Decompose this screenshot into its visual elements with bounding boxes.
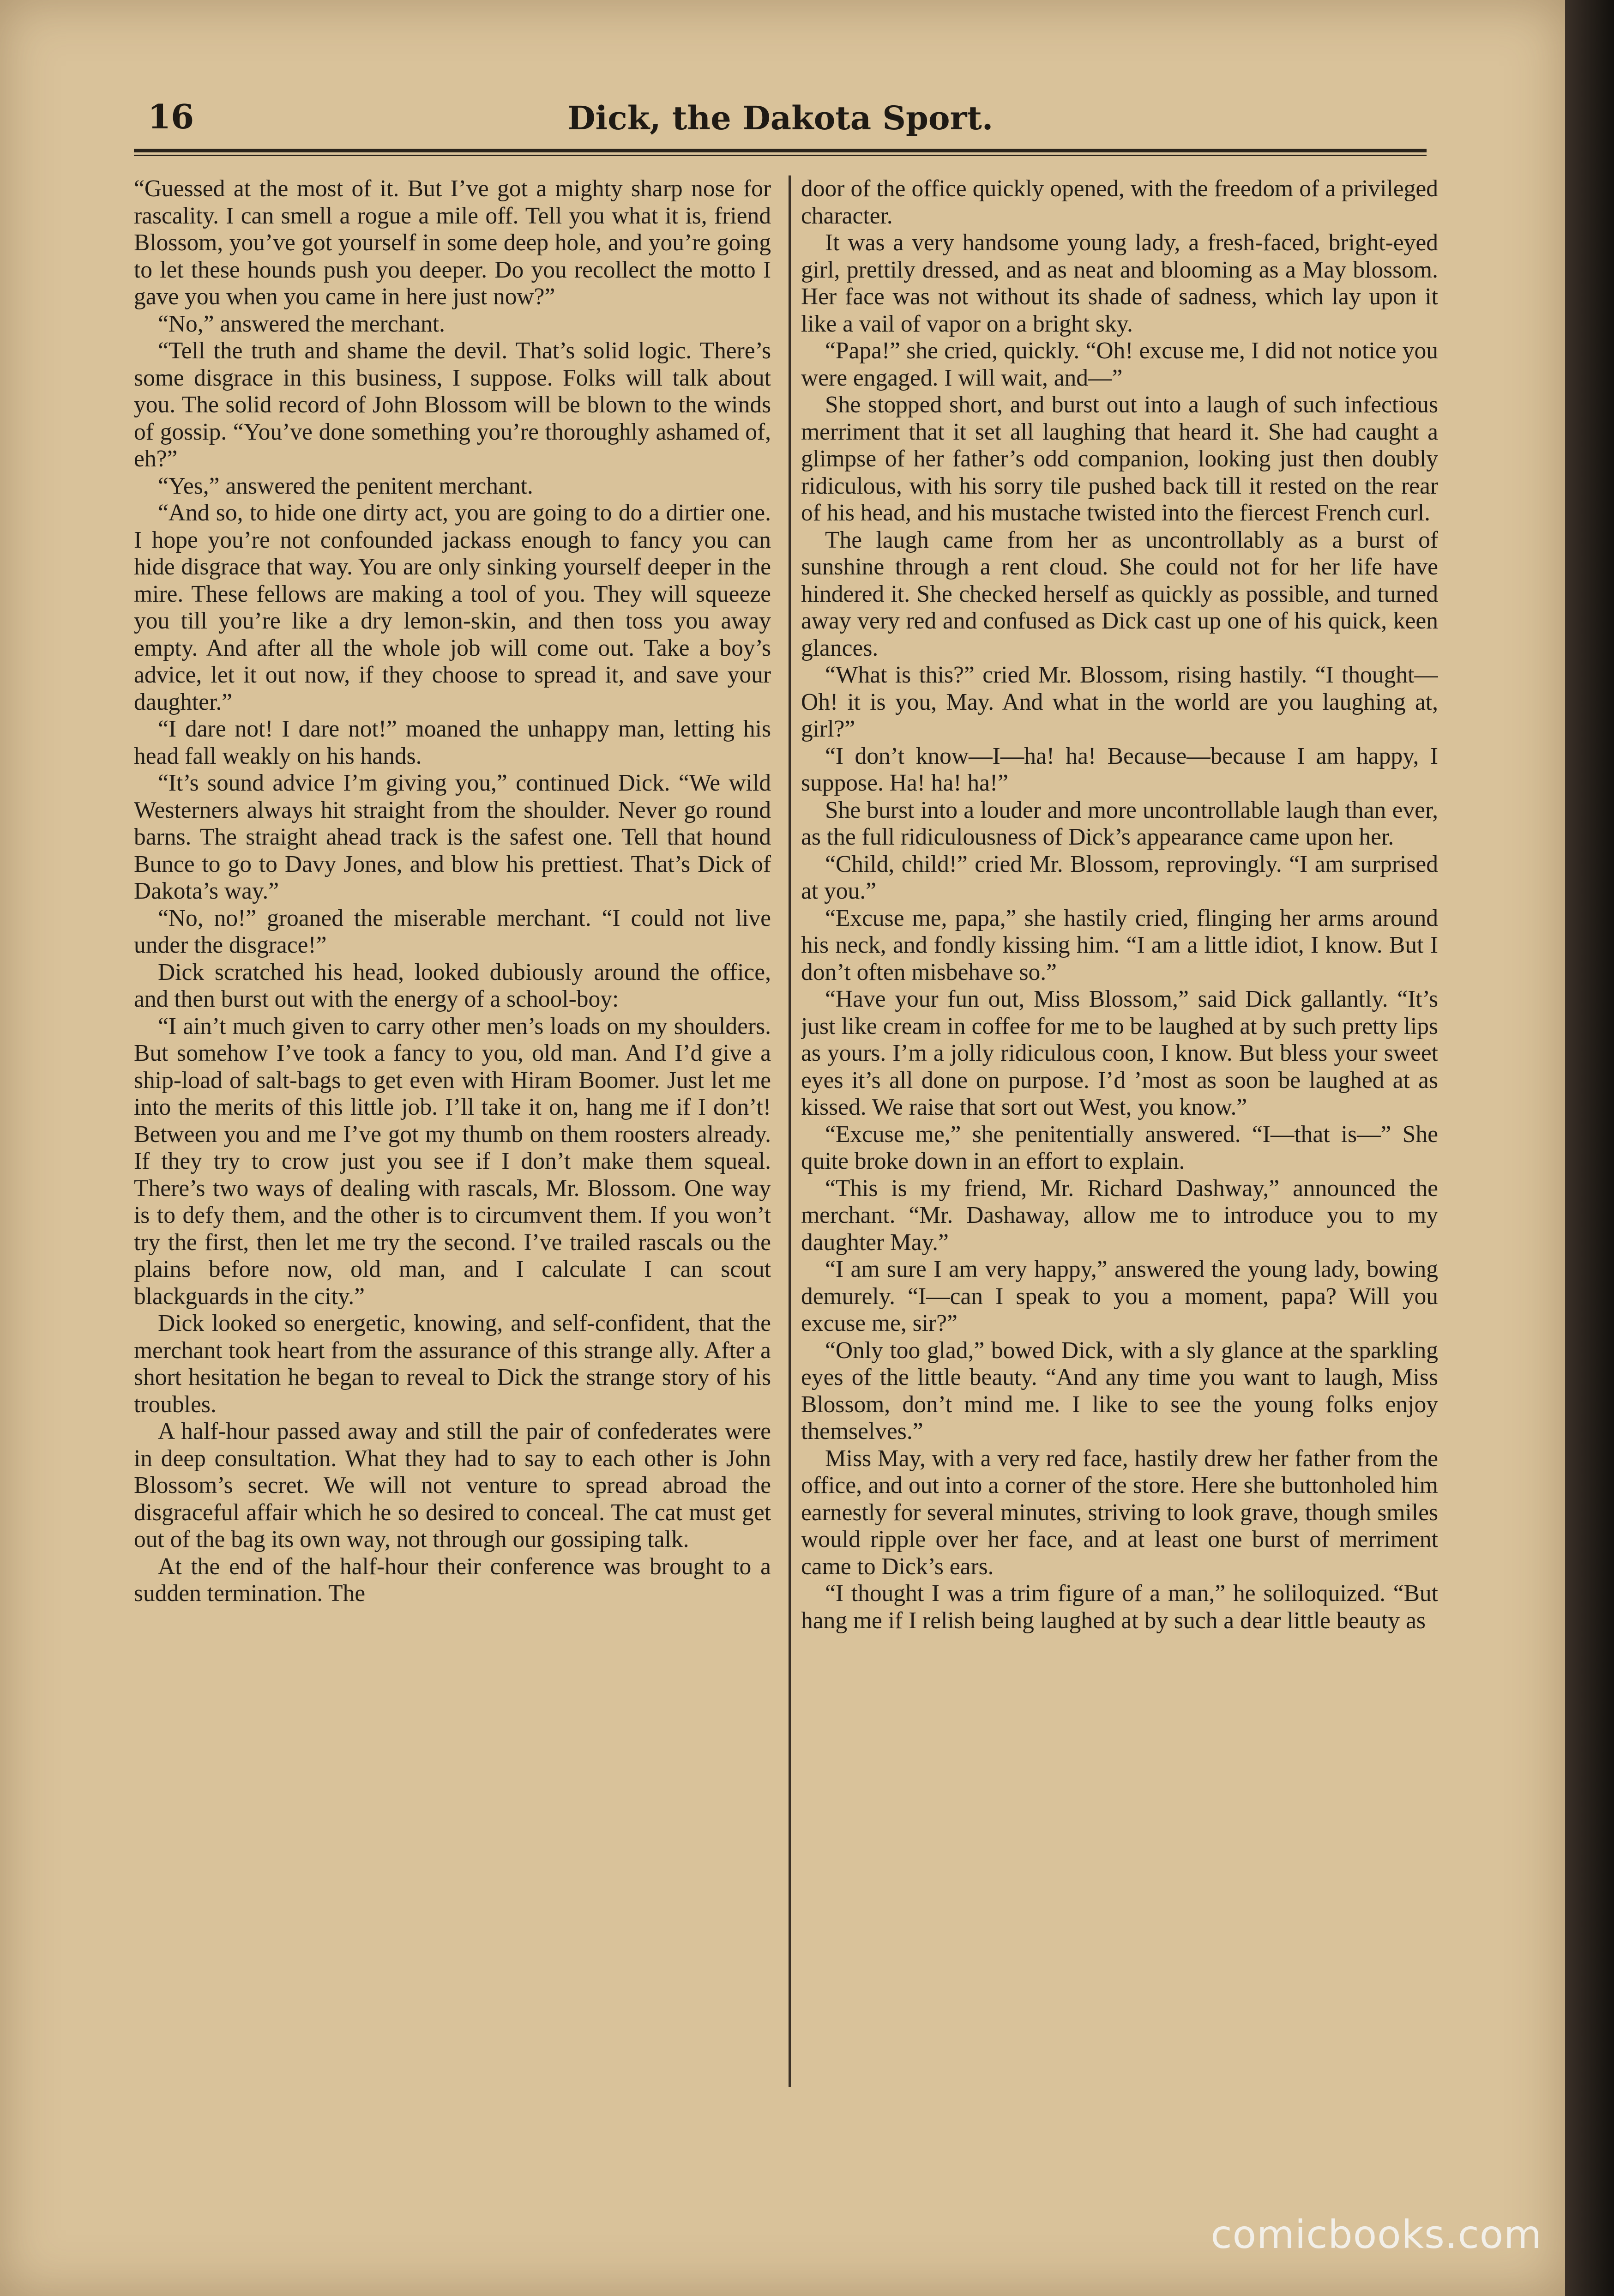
right-column: [801, 175, 1438, 2115]
page-number: 16: [148, 97, 194, 136]
paragraph: “I ain’t much given to carry other men’s loads on my shoulders. But somehow I’ve took a fancy to you, old man. And I’d give a ship-load of salt-bags to get even with Hiram Boomer. Just let me into the merits of this little job. I’ll take it on, hang me if I don’t! Between you and me I’ve got my thumb on them roosters already. If they try to crow just you see if I don’t make them squeal. There’s two ways of dealing with rascals, Mr. Blossom. One way is to defy them, and the other is to circumvent them. If you won’t try the first, then let me try the second. I’ve trailed rascals ou the plains before now, old man, and I calculate I can scout blackguards in the city.”: [134, 1013, 771, 1310]
paragraph: “No,” answered the merchant.: [158, 310, 445, 337]
paragraph: “I thought I was a trim figure of a man,” he soliloquized. “But hang me if I relish being laughed at by such a dear little beauty as: [801, 1580, 1438, 1634]
paragraph: “This is my friend, Mr. Richard Dashway,” announced the merchant. “Mr. Dashaway, allow me to introduce you to my daughter May.”: [801, 1175, 1438, 1256]
book-spine: [1565, 0, 1614, 2296]
left-column: [134, 175, 771, 2115]
paragraph: It was a very handsome young lady, a fresh-faced, bright-eyed girl, prettily dressed, and as neat and blooming as a May blossom. Her face was not without its shade of sadness, which lay upon it like a vail of vapor on a bright sky.: [801, 230, 1438, 337]
paragraph: “I don’t know—I—ha! ha! Because—because I am happy, I suppose. Ha! ha! ha!”: [801, 743, 1438, 796]
paragraph: A half-hour passed away and still the pair of confederates were in deep consultation. What they had to say to each other is John Blossom’s secret. We will not venture to spread abroad the disgraceful affair which he so desired to conceal. The cat must get out of the bag its own way, not through our gossiping talk.: [134, 1418, 771, 1553]
paragraph: “Yes,” answered the penitent merchant.: [158, 472, 533, 499]
header-rule: [134, 149, 1427, 156]
column-divider: [789, 175, 791, 2087]
paragraph: She stopped short, and burst out into a laugh of such infectious merriment that it set all laughing that heard it. She had caught a glimpse of her father’s odd companion, looking just then doubly ridiculous, with his sorry tile pushed back till it rested on the rear of his head, and his mustache twisted into the fiercest French curl.: [801, 392, 1438, 526]
paragraph: “Excuse me, papa,” she hastily cried, flinging her arms around his neck, and fondly kissing him. “I am a little idiot, I know. But I don’t often misbehave so.”: [801, 905, 1438, 985]
paragraph: “It’s sound advice I’m giving you,” continued Dick. “We wild Westerners always hit straight from the shoulder. Never go round barns. The straight ahead track is the safest one. Tell that hound Bunce to go to Davy Jones, and blow his prettiest. That’s Dick of Dakota’s way.”: [134, 770, 771, 904]
page-header: [125, 92, 1436, 148]
paragraph: Dick looked so energetic, knowing, and self-confident, that the merchant took heart from the assurance of this strange ally. After a short hesitation he began to reveal to Dick the strange story of his troubles.: [134, 1310, 771, 1418]
paragraph: “And so, to hide one dirty act, you are going to do a dirtier one. I hope you’re not confounded jackass enough to fancy you can hide disgrace that way. You are only sinking yourself deeper in the mire. These fellows are making a tool of you. They will squeeze you till you’re like a dry lemon-skin, and then toss you away empty. And after all the whole job will come out. Take a boy’s advice, let it out now, if they choose to spread it, and save your daughter.”: [134, 500, 771, 715]
paragraph: “Have your fun out, Miss Blossom,” said Dick gallantly. “It’s just like cream in coffee for me to be laughed at by such pretty lips as yours. I’m a jolly ridiculous coon, I know. But bless your sweet eyes it’s all done on purpose. I’d ’most as soon be laughed at as kissed. We raise that sort out West, you know.”: [801, 986, 1438, 1120]
paragraph: “Papa!” she cried, quickly. “Oh! excuse me, I did not notice you were engaged. I will wait, and—”: [801, 338, 1438, 391]
paragraph: “Child, child!” cried Mr. Blossom, reprovingly. “I am surprised at you.”: [801, 851, 1438, 904]
paragraph: The laugh came from her as uncontrollably as a burst of sunshine through a rent cloud. She could not for her life have hindered it. She checked herself as quickly as possible, and turned away very red and confused as Dick cast up one of his quick, keen glances.: [801, 526, 1438, 661]
paragraph: “I dare not! I dare not!” moaned the unhappy man, letting his head fall weakly on his hands.: [134, 716, 771, 769]
paragraph: Dick scratched his head, looked dubiously around the office, and then burst out with the energy of a school-boy:: [134, 959, 771, 1012]
paragraph: “Only too glad,” bowed Dick, with a sly glance at the sparkling eyes of the little beauty. “And any time you want to laugh, Miss Blossom, don’t mind me. I like to see the young folks enjoy themselves.”: [801, 1337, 1438, 1444]
running-title: Dick, the Dakota Sport.: [567, 99, 994, 137]
watermark-logo: comicbooks.com: [1210, 2212, 1542, 2257]
paragraph: Miss May, with a very red face, hastily drew her father from the office, and out into a corner of the store. Here she buttonholed him earnestly for several minutes, striving to look grave, though smiles would ripple over her face, and at least one burst of merriment came to Dick’s ears.: [801, 1445, 1438, 1580]
paragraph: door of the office quickly opened, with the freedom of a privileged character.: [801, 175, 1438, 229]
paragraph: At the end of the half-hour their conference was brought to a sudden termination. The: [134, 1553, 771, 1607]
paragraph: She burst into a louder and more uncontrollable laugh than ever, as the full ridiculousness of Dick’s appearance came upon her.: [801, 797, 1438, 850]
paragraph: “Tell the truth and shame the devil. That’s solid logic. There’s some disgrace in this business, I suppose. Folks will talk about you. The solid record of John Blossom will be blown to the winds of gossip. “You’ve done something you’re thoroughly ashamed of, eh?”: [134, 338, 771, 472]
paragraph: “Guessed at the most of it. But I’ve got a mighty sharp nose for rascality. I can smell a rogue a mile off. Tell you what it is, friend Blossom, you’ve got yourself in some deep hole, and you’re going to let these hounds push you deeper. Do you recollect the motto I gave you when you came in here just now?”: [134, 175, 771, 310]
paragraph: “What is this?” cried Mr. Blossom, rising hastily. “I thought— Oh! it is you, May. And what in the world are you laughing at, girl?”: [801, 662, 1438, 742]
paragraph: “No, no!” groaned the miserable merchant. “I could not live under the disgrace!”: [134, 905, 771, 958]
paragraph: “I am sure I am very happy,” answered the young lady, bowing demurely. “I—can I speak to you a moment, papa? Will you excuse me, sir?”: [801, 1256, 1438, 1336]
paragraph: “Excuse me,” she penitentially answered. “I—that is—” She quite broke down in an effort to explain.: [801, 1121, 1438, 1174]
